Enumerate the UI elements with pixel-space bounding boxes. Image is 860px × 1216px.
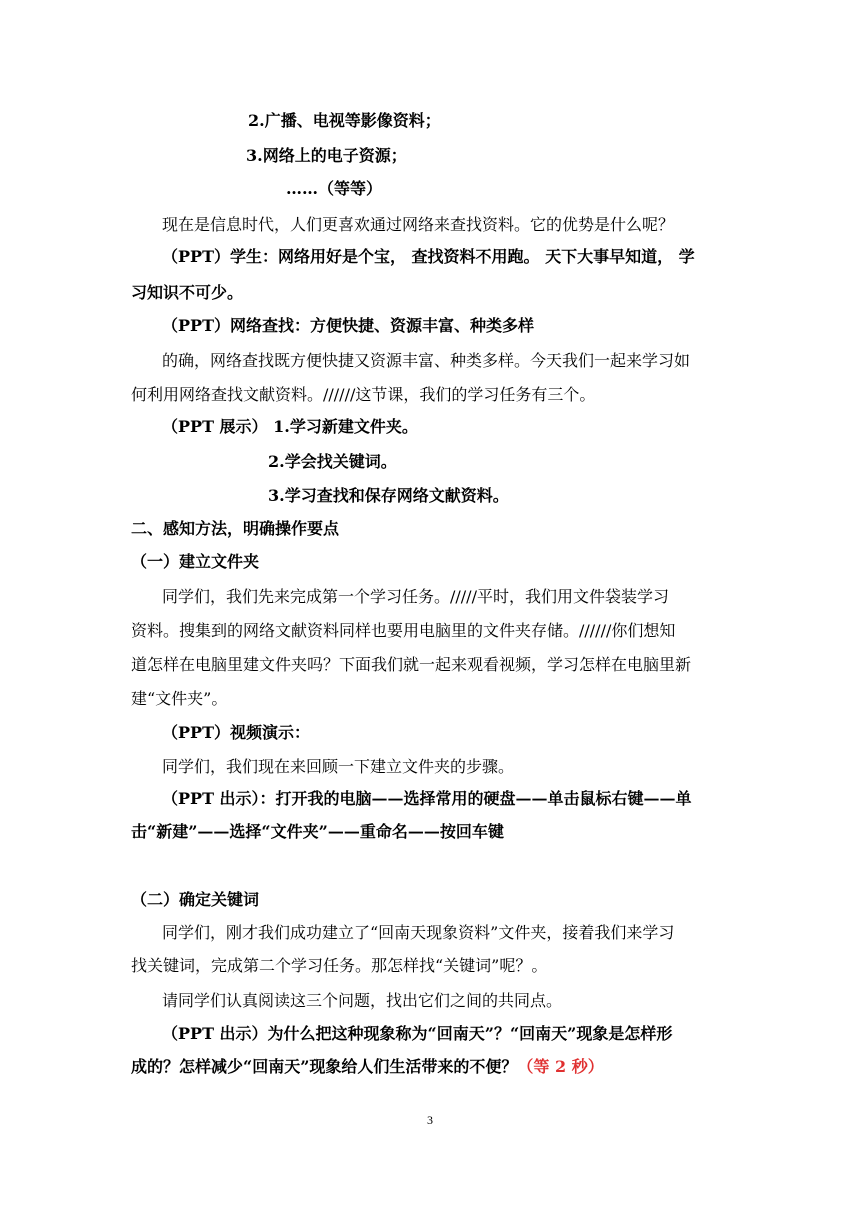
text-line: 同学们，刚才我们成功建立了“回南天现象资料”文件夹，接着我们来学习 — [162, 923, 675, 942]
page-number: 3 — [427, 1113, 433, 1127]
text-line: 3.学习查找和保存网络文献资料。 — [268, 486, 509, 505]
text-line: 击“新建”——选择“文件夹”——重命名——按回车键 — [131, 822, 504, 841]
text-line: 请同学们认真阅读这三个问题，找出它们之间的共同点。 — [162, 991, 563, 1010]
subsection-heading: （二）确定关键词 — [131, 890, 260, 909]
text-line: 现在是信息时代，人们更喜欢通过网络来查找资料。它的优势是什么呢？ — [162, 215, 675, 234]
text-line: 找关键词，完成第二个学习任务。那怎样找“关键词”呢？。 — [131, 956, 548, 975]
text-line: 的确，网络查找既方便快捷又资源丰富、种类多样。今天我们一起来学习如 — [162, 351, 691, 370]
text-line: 2.广播、电视等影像资料； — [248, 111, 441, 130]
text-line: 同学们，我们现在来回顾一下建立文件夹的步骤。 — [162, 757, 515, 776]
text-line: ……（等等） — [286, 179, 383, 198]
text-line: 建“文件夹”。 — [131, 689, 228, 708]
text-line: （PPT 出示）为什么把这种现象称为“回南天”？“回南天”现象是怎样形 — [162, 1024, 673, 1043]
text-line: 道怎样在电脑里建文件夹吗？下面我们就一起来观看视频，学习怎样在电脑里新 — [131, 655, 692, 674]
text-line: （PPT）视频演示： — [162, 723, 310, 742]
text-line: 何利用网络查找文献资料。//////这节课，我们的学习任务有三个。 — [131, 385, 596, 404]
wait-note: （等 2 秒） — [517, 1057, 604, 1076]
text-line: 2.学会找关键词。 — [268, 452, 397, 471]
subsection-heading: （一）建立文件夹 — [131, 552, 260, 571]
text-line: 习知识不可少。 — [131, 283, 244, 302]
text-line: （PPT 出示）：打开我的电脑——选择常用的硬盘——单击鼠标右键——单 — [162, 789, 692, 808]
text-line: 资料。搜集到的网络文献资料同样也要用电脑里的文件夹存储。//////你们想知 — [131, 621, 676, 640]
section-heading: 二、感知方法，明确操作要点 — [131, 519, 340, 538]
text-line: （PPT）网络查找：方便快捷、资源丰富、种类多样 — [162, 316, 534, 335]
text-line: （PPT）学生：网络用好是个宝， 查找资料不用跑。 天下大事早知道， 学 — [162, 247, 695, 266]
text-line: 3.网络上的电子资源； — [246, 146, 407, 165]
text-line: （PPT 展示） 1.学习新建文件夹。 — [162, 417, 418, 436]
text-line: 同学们，我们先来完成第一个学习任务。/////平时，我们用文件袋装学习 — [162, 587, 669, 606]
text-segment: 成的？怎样减少“回南天”现象给人们生活带来的不便？ — [131, 1057, 518, 1076]
text-line — [131, 1056, 604, 1078]
